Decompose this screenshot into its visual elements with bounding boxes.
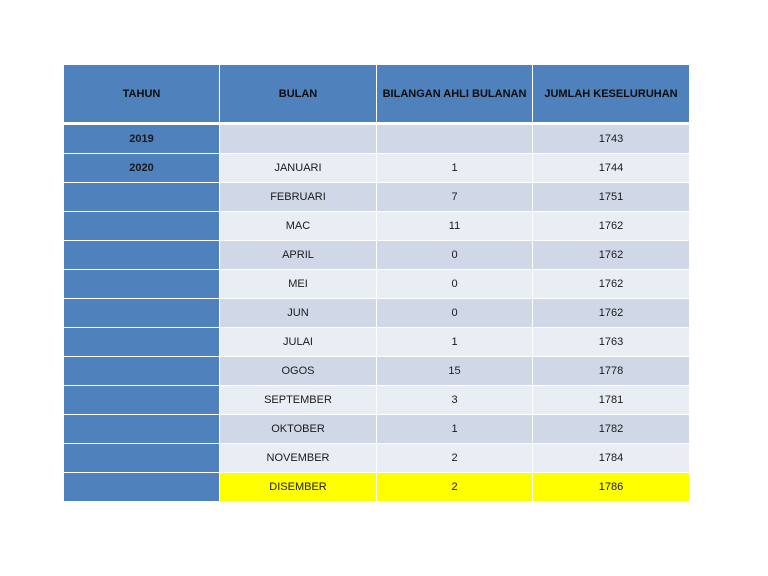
table-row: [64, 357, 690, 386]
cell-bulan: NOVEMBER: [220, 444, 377, 473]
table-row: [64, 473, 690, 502]
cell-bilangan: 3: [377, 386, 533, 415]
header-bulan: BULAN: [220, 65, 377, 124]
cell-tahun: [64, 299, 220, 328]
cell-tahun: [64, 444, 220, 473]
header-row: [64, 65, 690, 124]
cell-bilangan: [377, 124, 533, 154]
cell-tahun: [64, 357, 220, 386]
cell-bilangan: 15: [377, 357, 533, 386]
cell-jumlah: 1762: [533, 270, 690, 299]
cell-jumlah: 1781: [533, 386, 690, 415]
cell-jumlah: 1763: [533, 328, 690, 357]
membership-table: [63, 64, 690, 502]
cell-jumlah: 1784: [533, 444, 690, 473]
header-bilangan-ahli-bulanan: BILANGAN AHLI BULANAN: [377, 65, 533, 124]
cell-tahun: [64, 183, 220, 212]
cell-jumlah: 1743: [533, 124, 690, 154]
cell-bulan: FEBRUARI: [220, 183, 377, 212]
table-row: [64, 444, 690, 473]
cell-tahun: [64, 328, 220, 357]
cell-jumlah: 1762: [533, 299, 690, 328]
cell-bulan: MAC: [220, 212, 377, 241]
cell-bilangan: 2: [377, 473, 533, 502]
cell-tahun: 2019: [64, 124, 220, 154]
cell-jumlah: 1786: [533, 473, 690, 502]
cell-jumlah: 1751: [533, 183, 690, 212]
cell-bilangan: 1: [377, 415, 533, 444]
cell-bilangan: 0: [377, 241, 533, 270]
table-row: [64, 386, 690, 415]
cell-bilangan: 7: [377, 183, 533, 212]
table-row: [64, 124, 690, 154]
cell-tahun: [64, 386, 220, 415]
cell-bulan: JUN: [220, 299, 377, 328]
table-row: [64, 299, 690, 328]
cell-jumlah: 1744: [533, 154, 690, 183]
table-row: [64, 183, 690, 212]
header-tahun: TAHUN: [64, 65, 220, 124]
cell-bilangan: 11: [377, 212, 533, 241]
cell-jumlah: 1778: [533, 357, 690, 386]
header-jumlah-keseluruhan: JUMLAH KESELURUHAN: [533, 65, 690, 124]
cell-bilangan: 2: [377, 444, 533, 473]
cell-bulan: OGOS: [220, 357, 377, 386]
cell-tahun: [64, 473, 220, 502]
cell-jumlah: 1762: [533, 212, 690, 241]
table-row: [64, 212, 690, 241]
cell-bilangan: 0: [377, 299, 533, 328]
table-header: [64, 65, 690, 124]
cell-bilangan: 0: [377, 270, 533, 299]
cell-bulan: [220, 124, 377, 154]
cell-tahun: 2020: [64, 154, 220, 183]
cell-tahun: [64, 270, 220, 299]
table-row: [64, 415, 690, 444]
cell-tahun: [64, 212, 220, 241]
table-row: [64, 270, 690, 299]
cell-bulan: OKTOBER: [220, 415, 377, 444]
cell-bulan: JULAI: [220, 328, 377, 357]
cell-bulan: DISEMBER: [220, 473, 377, 502]
cell-bulan: MEI: [220, 270, 377, 299]
table-row: [64, 241, 690, 270]
cell-bulan: JANUARI: [220, 154, 377, 183]
cell-bilangan: 1: [377, 328, 533, 357]
cell-jumlah: 1762: [533, 241, 690, 270]
cell-tahun: [64, 241, 220, 270]
cell-bilangan: 1: [377, 154, 533, 183]
table-row: [64, 328, 690, 357]
cell-jumlah: 1782: [533, 415, 690, 444]
cell-bulan: SEPTEMBER: [220, 386, 377, 415]
table-body: [64, 124, 690, 502]
cell-tahun: [64, 415, 220, 444]
table-row: [64, 154, 690, 183]
cell-bulan: APRIL: [220, 241, 377, 270]
